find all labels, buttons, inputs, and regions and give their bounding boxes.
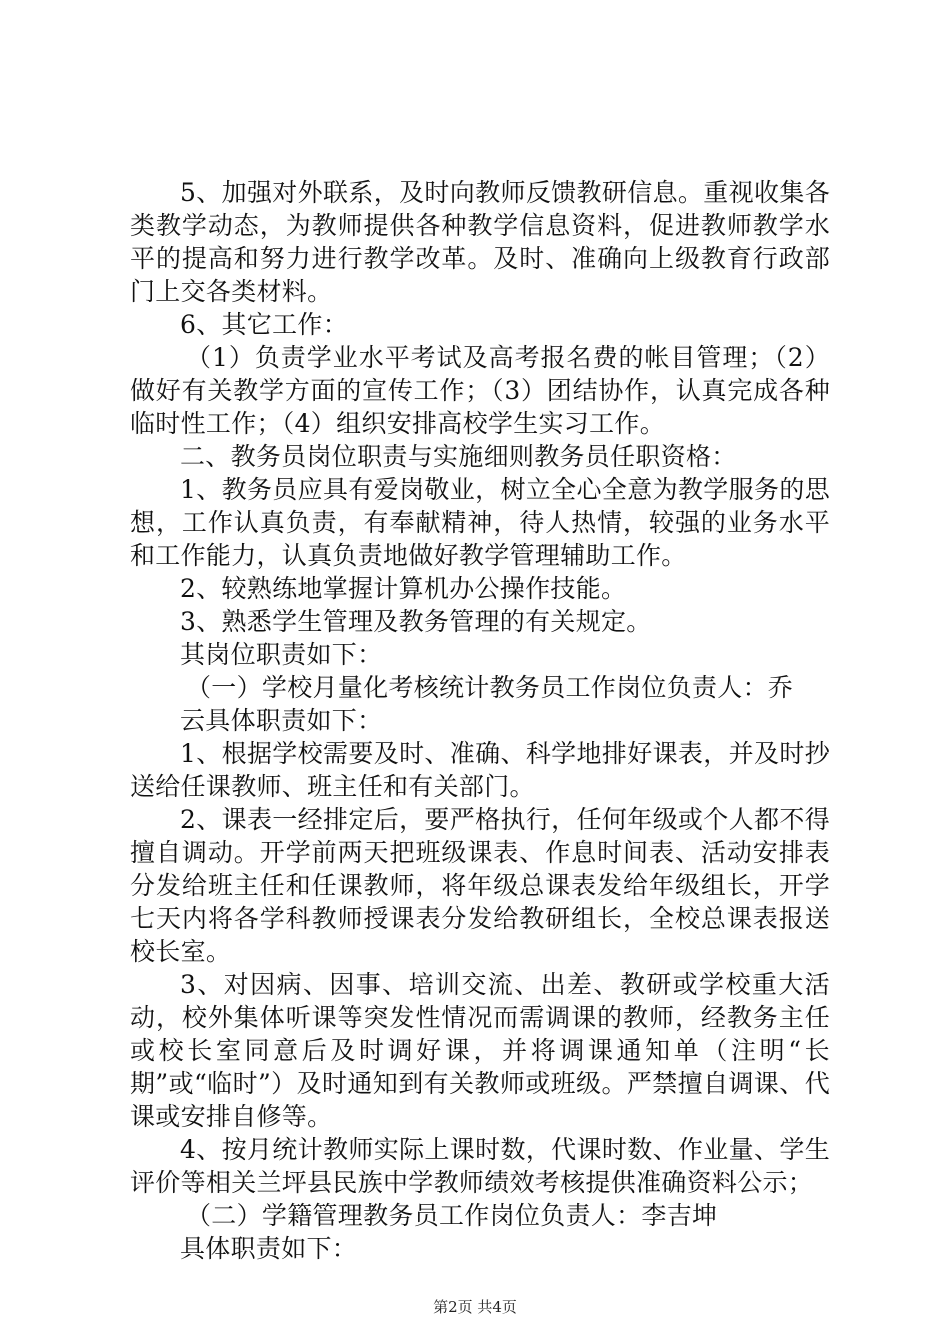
duty-item-2: 2、课表一经排定后，要严格执行，任何年级或个人都不得擅自调动。开学前两天把班级课表、作息时间表、活动安排表分发给班主任和任课教师，将年级总课表发给年级组长，开学七天内将各学科教师授课表分发给教研组长，全校总课表报送校长室。 <box>130 805 830 966</box>
page-number-footer: 第2页 共4页 <box>433 1298 517 1316</box>
subsection-two-duties-intro: 具体职责如下： <box>180 1234 358 1263</box>
paragraph-item-5: 5、加强对外联系，及时向教师反馈教研信息。重视收集各类教学动态，为教师提供各种教学信息资料，促进教师教学水平的提高和努力进行教学改革。及时、准确向上级教育行政部门上交各类材料。 <box>130 178 830 306</box>
subsection-heading-one: （一）学校月量化考核统计教务员工作岗位负责人：乔 <box>186 673 794 702</box>
subsection-heading-two: （二）学籍管理教务员工作岗位负责人：李吉坤 <box>186 1201 718 1230</box>
paragraph-item-6: 6、其它工作： <box>180 310 349 339</box>
duty-item-3: 3、对因病、因事、培训交流、出差、教研或学校重大活动，校外集体听课等突发性情况而需调课的教师，经教务主任或校长室同意后及时调好课，并将调课通知单（注明“长期”或“临时”）及时通知到有关教师或班级。严禁擅自调课、代课或安排自修等。 <box>130 970 830 1131</box>
document-body <box>130 176 830 1265</box>
paragraph-other-work-list: （1）负责学业水平考试及高考报名费的帐目管理；（2）做好有关教学方面的宣传工作；（3）团结协作，认真完成各种临时性工作；（4）组织安排高校学生实习工作。 <box>130 343 830 438</box>
duty-item-1: 1、根据学校需要及时、准确、科学地排好课表，并及时抄送给任课教师、班主任和有关部门。 <box>130 739 830 801</box>
qualification-item-3: 3、熟悉学生管理及教务管理的有关规定。 <box>180 607 652 636</box>
subsection-one-duties-intro: 云具体职责如下： <box>180 706 383 735</box>
section-heading-two: 二、教务员岗位职责与实施细则教务员任职资格： <box>180 442 737 471</box>
duty-item-4: 4、按月统计教师实际上课时数，代课时数、作业量、学生评价等相关兰坪县民族中学教师绩效考核提供准确资料公示； <box>130 1135 830 1197</box>
qualification-item-1: 1、教务员应具有爱岗敬业，树立全心全意为教学服务的思想，工作认真负责，有奉献精神，待人热情，较强的业务水平和工作能力，认真负责地做好教学管理辅助工作。 <box>130 475 830 570</box>
duties-intro: 其岗位职责如下： <box>180 640 383 669</box>
qualification-item-2: 2、较熟练地掌握计算机办公操作技能。 <box>180 574 627 603</box>
